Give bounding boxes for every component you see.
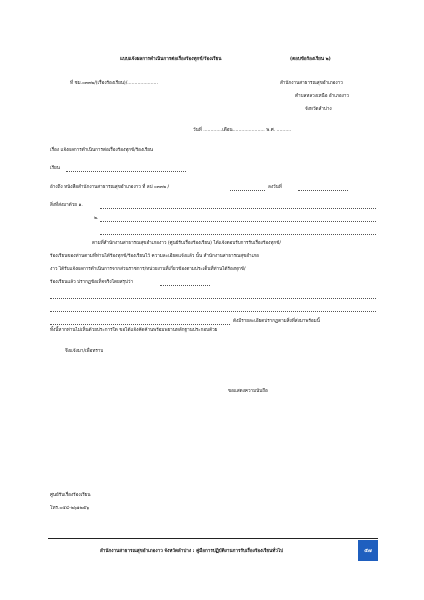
enclosure-2-label: ๒. [94,216,99,221]
subject: เรื่อง แจ้งผลการดำเนินการต่อเรื่องร้องทุกข์/ร้องเรียน [50,148,154,153]
reference-date-label: ลงวันที่ [268,185,282,190]
form-title: แบบแจ้งผลการดำเนินการต่อเรื่องร้องทุกข์/ร้องเรียน [120,57,222,62]
center-name: ศูนย์รับเรื่องร้องเรียน [50,493,91,498]
enclosure-1-dots [100,203,376,209]
enclosure-3-dots [100,229,376,235]
inform: จึงแจ้งมา/เพื่อทราบ [65,349,104,354]
closing: ทั้งนี้หากท่านไม่เห็นด้วยประการใด ขอได้แจ้งคัดค้านพร้อมพยานหลักฐานประกอบด้วย [50,328,218,333]
body-line-4: ร้องเรียนแล้ว ปรากฏข้อเท็จจริงโดยสรุปว่า [50,280,134,285]
reference-date-dots [298,185,348,191]
office-line-2: ตำบลหลวงเหนือ อำเภองาว [295,94,350,99]
office-line-1: สำนักงานสาธารณสุขอำเภองาว [280,81,343,86]
phone: โทร.๐๕๔-๒๖๑๒๕๖ [50,506,90,511]
body-line-1: ตามที่สำนักงานสาธารณสุขอำเภองาว (ศูนย์รับเรื่องร้องเรียน) ได้แจ้งตอบรับการรับเรื่องร้องทุกข์/ [92,241,281,246]
enclosure-label: สิ่งที่ส่งมาด้วย ๑. [50,203,83,208]
recipient-label: เรียน [50,166,60,171]
reference-dots [230,185,265,191]
footer-text: สำนักงานสาธารณสุขอำเภองาว จังหวัดลำปาง : คู่มือการปฏิบัติงานการรับเรื่องร้องเรียนทั่วไป [100,549,284,554]
recipient-dots [66,166,186,172]
form-code: (ตอบข้อร้องเรียน ๒) [290,57,331,62]
body-line-2: ร้องเรียนของท่านตามที่ท่านได้ร้องทุกข์/ร้องเรียนไว้ ความละเอียดแจ้งแล้ว นั้น สำนักงานสาธารณสุขอำเภอ [50,254,259,259]
detail-dots-1 [50,293,376,299]
detail-tail: ดังมีรายละเอียดปรากฏตามสิ่งที่ส่งมาพร้อมนี้ [233,319,320,324]
detail-dots-3 [50,319,230,325]
sign-off: ขอแสดงความนับถือ [228,389,268,394]
date-line: วันที่ .............เดือน...................... พ.ศ. .......... [193,128,292,133]
page-number: ๕๗ [358,540,378,561]
footer-divider [48,538,378,539]
office-line-3: จังหวัดลำปาง [305,107,332,112]
body-line-3: งาว ได้รับแจ้งผลการดำเนินการจากส่วนราชการ/หน่วยงานที่เกี่ยวข้องตามประเด็นที่ท่านได้ร้องทุกข์/ [50,267,246,272]
enclosure-2-dots [100,216,376,222]
body-line-4-dots [160,280,210,286]
ref-number: ที่ ชม.๐๓๓๒/(เรื่องร้องเรียน)/..................... [70,81,158,86]
detail-dots-2 [50,306,376,312]
reference: อ้างถึง หนังสือสำนักงานสาธารณสุขอำเภองาว ที่ ลป ๐๓๓๒ / [50,185,170,190]
